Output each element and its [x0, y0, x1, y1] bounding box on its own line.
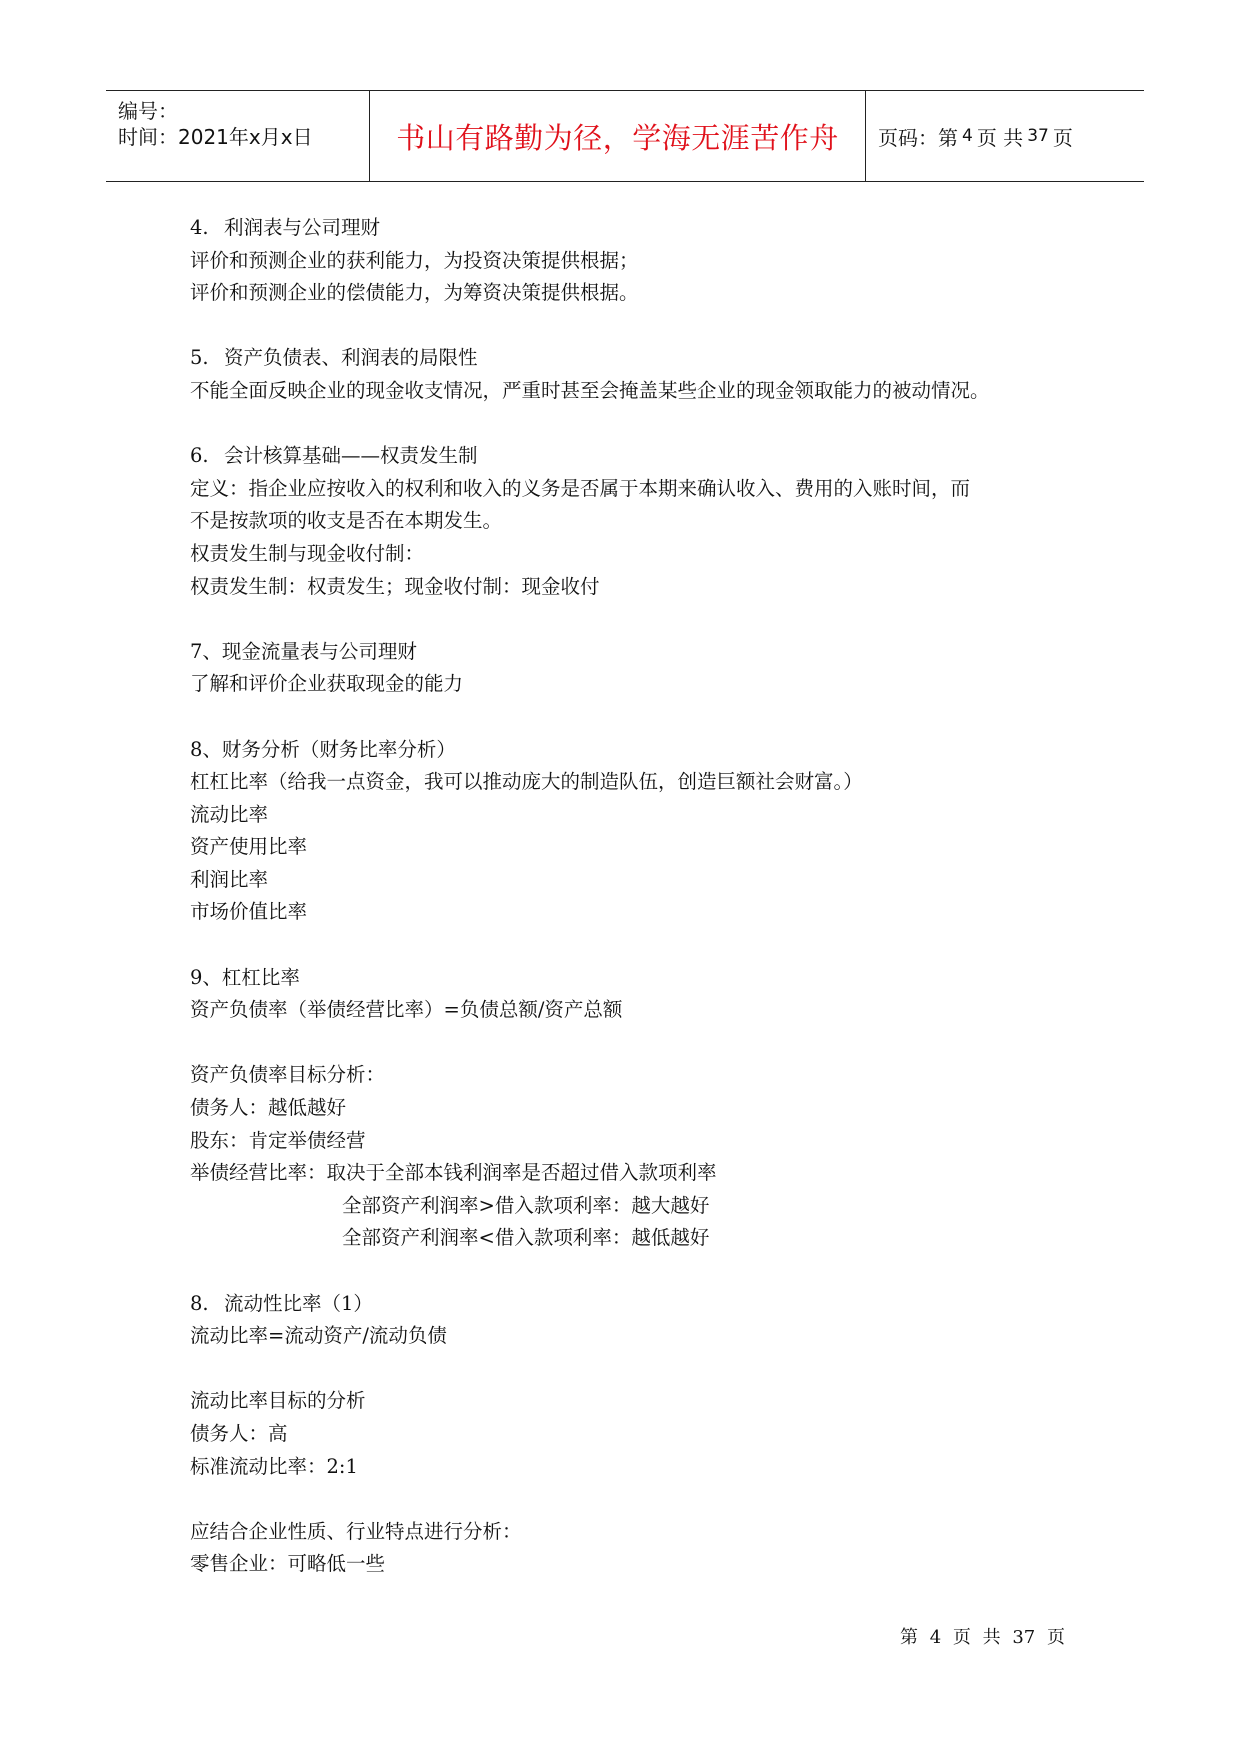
paragraph-line: 流动比率=流动资产/流动负债: [190, 1324, 447, 1348]
header-meta-cell: [106, 91, 370, 181]
section-heading: 9、杠杠比率: [190, 965, 300, 989]
section-title: 利润表与公司理财: [224, 216, 381, 239]
paragraph-line: 权责发生制与现金收付制：: [190, 541, 425, 565]
page-total: 37: [1027, 126, 1049, 146]
paragraph-line: 流动比率目标的分析: [190, 1389, 366, 1413]
paragraph-line: 资产负债率目标分析：: [190, 1063, 386, 1087]
paragraph-line: 资产使用比率: [190, 835, 308, 859]
section-title: 流动性比率（1）: [224, 1291, 373, 1315]
paragraph-line: 不能全面反映企业的现金收支情况，严重时甚至会掩盖某些企业的现金领取能力的被动情况。: [190, 378, 990, 402]
paragraph-line: 应结合企业性质、行业特点进行分析：: [190, 1519, 522, 1543]
page-header: [106, 90, 1144, 182]
paragraph-line: 定义：指企业应按收入的权利和收入的义务是否属于本期来确认收入、费用的入账时间，而: [190, 476, 971, 500]
paragraph-line: 评价和预测企业的偿债能力，为筹资决策提供根据。: [190, 281, 639, 305]
paragraph-line: 债务人：高: [190, 1421, 288, 1445]
section-title: 会计核算基础——权责发生制: [224, 444, 478, 468]
document-body: [190, 212, 1110, 1581]
section-title: 资产负债表、利润表的局限性: [224, 346, 478, 370]
header-page-number: [866, 91, 1144, 181]
paragraph-line: 举债经营比率：取决于全部本钱利润率是否超过借入款项利率: [190, 1161, 717, 1185]
paragraph-line: 评价和预测企业的获利能力，为投资决策提供根据；: [190, 248, 639, 272]
section-heading: 8、财务分析（财务比率分析）: [190, 737, 456, 761]
section-heading: [190, 1288, 1110, 1321]
paragraph-line: 不是按款项的收支是否在本期发生。: [190, 509, 503, 533]
paragraph-line: 零售企业：可略低一些: [190, 1552, 386, 1576]
paragraph-line: 债务人：越低越好: [190, 1096, 347, 1120]
section-number: 8.: [190, 1291, 209, 1315]
paragraph-line: 标准流动比率：2:1: [190, 1454, 358, 1478]
section-number: 5.: [190, 346, 209, 370]
document-number-label: 编号：: [118, 99, 178, 123]
header-motto: 书山有路勤为径，学海无涯苦作舟: [370, 91, 866, 181]
page-current: 4: [962, 126, 973, 146]
paragraph-line: 权责发生制：权责发生；现金收付制：现金收付: [190, 574, 600, 598]
paragraph-line: 流动比率: [190, 802, 269, 826]
page-mid: 页 共: [976, 125, 1024, 150]
section-number: 6.: [190, 444, 209, 468]
paragraph-line: 市场价值比率: [190, 900, 308, 924]
section-heading: [190, 342, 1110, 375]
section-heading: [190, 212, 1110, 245]
page-suffix: 页: [1052, 125, 1073, 150]
page-footer: 第 4 页 共 37 页: [900, 1627, 1065, 1648]
paragraph-line: 了解和评价企业获取现金的能力: [190, 672, 464, 696]
section-number: 4.: [190, 216, 209, 239]
paragraph-line: 股东：肯定举债经营: [190, 1128, 366, 1152]
paragraph-line: 杠杠比率（给我一点资金，我可以推动庞大的制造队伍，创造巨额社会财富。）: [190, 770, 863, 794]
document-time-label: 时间：2021年x月x日: [118, 125, 313, 149]
paragraph-line: 利润比率: [190, 867, 269, 891]
paragraph-line: 资产负债率（举债经营比率）=负债总额/资产总额: [190, 998, 623, 1022]
page-prefix: 页码：第: [878, 125, 958, 150]
paragraph-line-indented: 全部资产利润率>借入款项利率：越大越好: [342, 1193, 710, 1217]
section-heading: 7、现金流量表与公司理财: [190, 639, 417, 663]
paragraph-line-indented: 全部资产利润率<借入款项利率：越低越好: [342, 1226, 710, 1250]
section-heading: [190, 440, 1110, 473]
